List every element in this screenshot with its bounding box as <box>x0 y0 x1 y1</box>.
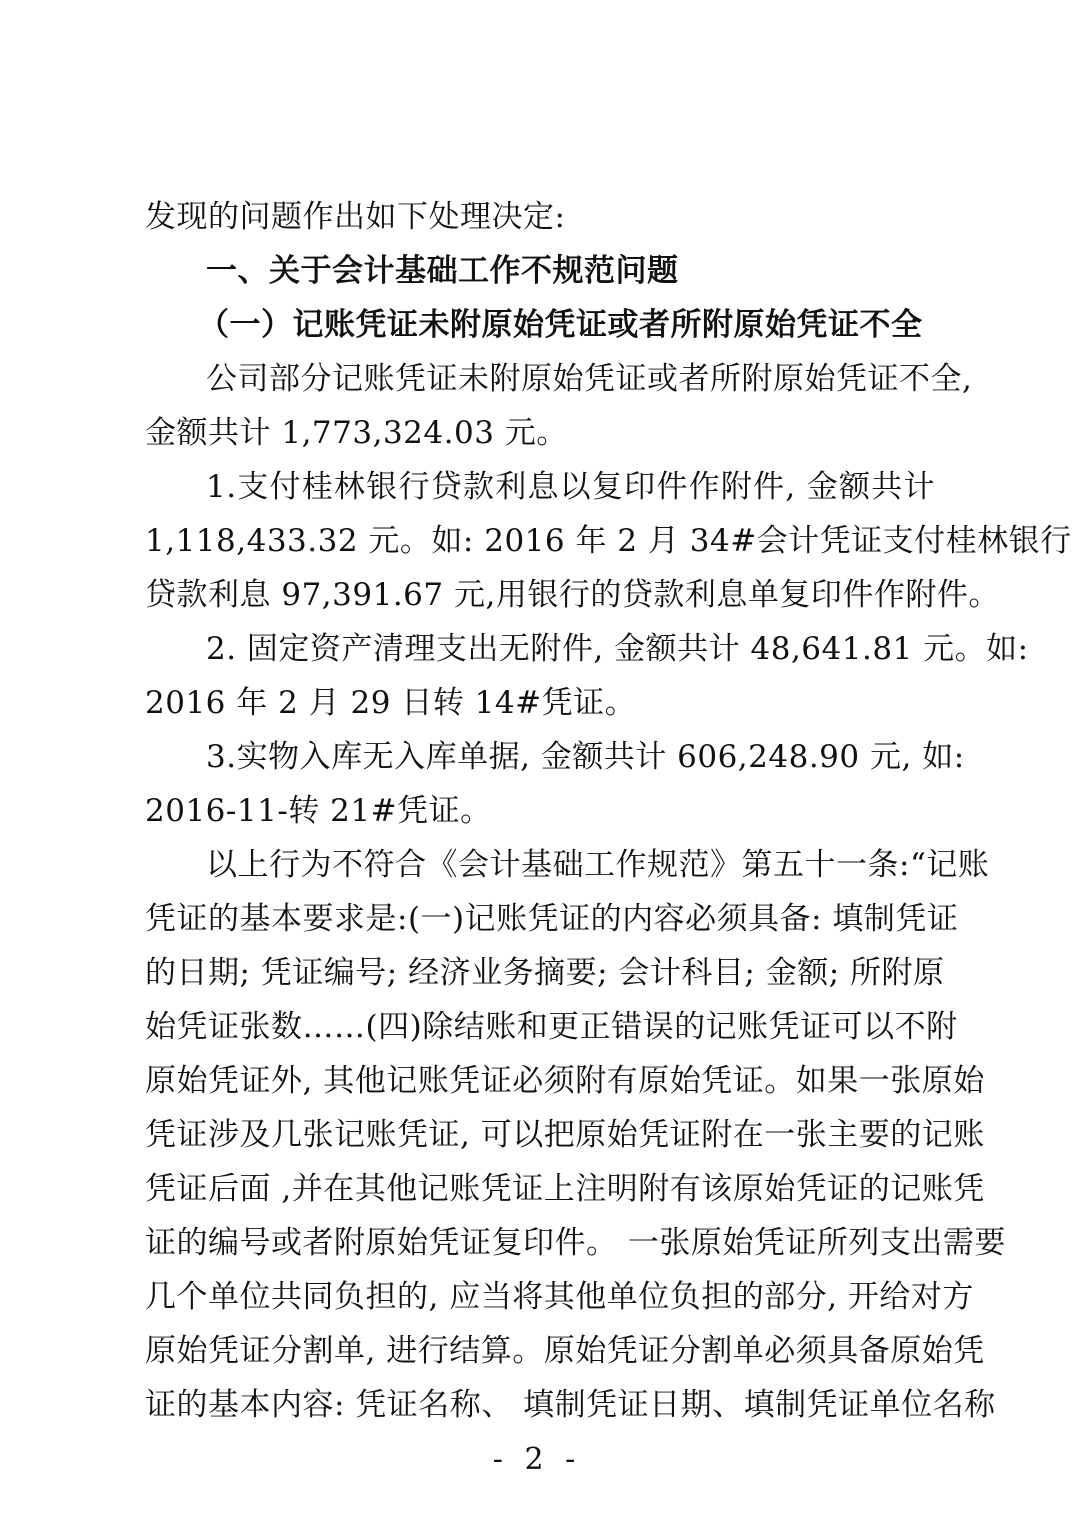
paragraph-line: 始凭证张数……(四)除结账和更正错误的记账凭证可以不附 <box>145 1009 958 1045</box>
list-item-line: 2016 年 2 月 29 日转 14#凭证。 <box>145 685 637 721</box>
subsection-heading: （一）记账凭证未附原始凭证或者所附原始凭证不全 <box>198 307 923 343</box>
list-item-line: 贷款利息 97,391.67 元,用银行的贷款利息单复印件作附件。 <box>145 577 1000 613</box>
paragraph-line: 凭证后面 ,并在其他记账凭证上注明附有该原始凭证的记账凭 <box>145 1171 985 1207</box>
paragraph-line: 几个单位共同负担的, 应当将其他单位负担的部分, 开给对方 <box>145 1279 974 1315</box>
list-item-line: 1,118,433.32 元。如: 2016 年 2 月 34#会计凭证支付桂林银行 <box>145 523 1072 559</box>
paragraph-line: 公司部分记账凭证未附原始凭证或者所附原始凭证不全, <box>206 361 973 397</box>
page-number: - 2 - <box>492 1442 582 1477</box>
paragraph-line: 以上行为不符合《会计基础工作规范》第五十一条:“记账 <box>206 847 990 883</box>
paragraph-line: 原始凭证分割单, 进行结算。原始凭证分割单必须具备原始凭 <box>145 1333 985 1369</box>
paragraph-line: 证的基本内容: 凭证名称、 填制凭证日期、填制凭证单位名称 <box>145 1387 996 1423</box>
paragraph-line: 金额共计 1,773,324.03 元。 <box>145 415 568 451</box>
paragraph-line: 证的编号或者附原始凭证复印件。 一张原始凭证所列支出需要 <box>145 1225 1006 1261</box>
paragraph-line: 的日期; 凭证编号; 经济业务摘要; 会计科目; 金额; 所附原 <box>145 955 945 991</box>
list-item-line: 1.支付桂林银行贷款利息以复印件作附件, 金额共计 <box>206 469 935 505</box>
list-item-line: 2016-11-转 21#凭证。 <box>145 793 492 829</box>
paragraph-line: 发现的问题作出如下处理决定: <box>145 199 566 235</box>
paragraph-line: 凭证涉及几张记账凭证, 可以把原始凭证附在一张主要的记账 <box>145 1117 985 1153</box>
paragraph-line: 原始凭证外, 其他记账凭证必须附有原始凭证。如果一张原始 <box>145 1063 985 1099</box>
list-item-line: 2. 固定资产清理支出无附件, 金额共计 48,641.81 元。如: <box>206 631 1029 667</box>
section-heading: 一、关于会计基础工作不规范问题 <box>206 253 679 289</box>
list-item-line: 3.实物入库无入库单据, 金额共计 606,248.90 元, 如: <box>206 739 965 775</box>
paragraph-line: 凭证的基本要求是:(一)记账凭证的内容必须具备: 填制凭证 <box>145 901 959 937</box>
